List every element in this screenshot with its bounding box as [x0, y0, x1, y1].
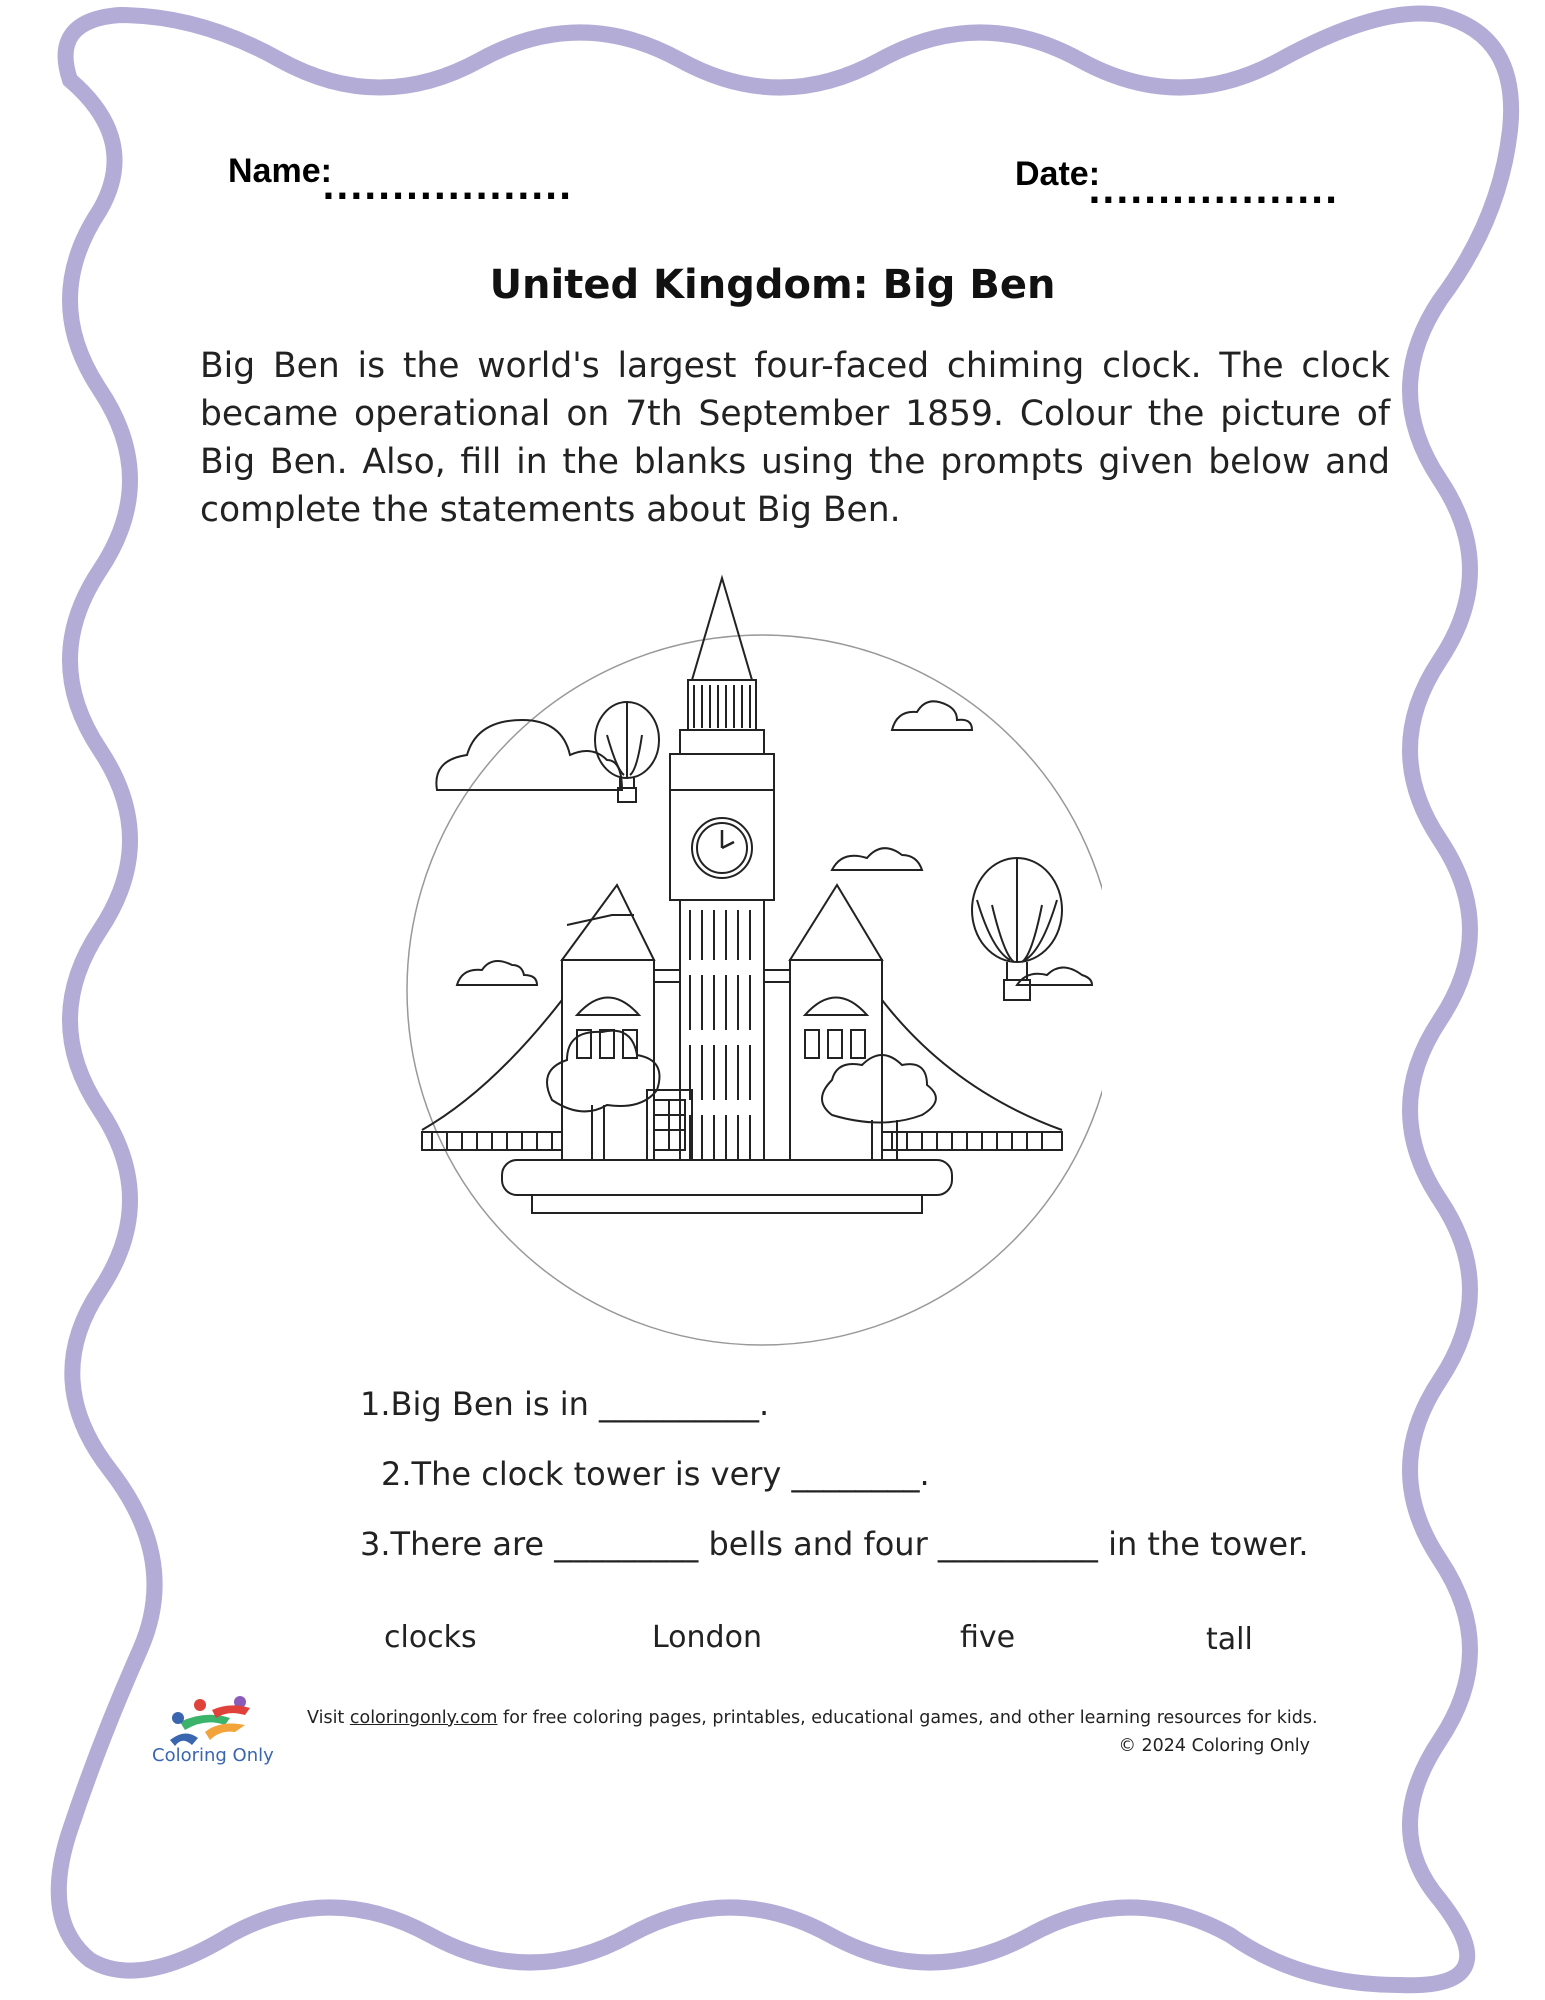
word-bank-clocks: clocks — [384, 1620, 477, 1655]
question-2: 2.The clock tower is very ________. — [381, 1455, 930, 1493]
cloud-icon-left — [436, 720, 622, 790]
cloud-icon-mid-left — [457, 961, 537, 985]
word-bank-five: five — [960, 1620, 1016, 1655]
page-title: United Kingdom: Big Ben — [489, 262, 1056, 308]
phone-box-icon — [647, 1090, 692, 1160]
coloringonly-link[interactable]: coloringonly.com — [349, 1708, 498, 1728]
footer-visit-prefix: Visit — [307, 1708, 350, 1728]
question-1: 1.Big Ben is in __________. — [360, 1385, 770, 1423]
word-bank-london: London — [652, 1620, 762, 1655]
base-platform — [502, 1160, 952, 1213]
big-ben-illustration — [392, 560, 1102, 1360]
date-label: Date: — [1015, 155, 1101, 193]
question-3: 3.There are _________ bells and four __________ in the tower. — [360, 1525, 1309, 1563]
clock-tower — [670, 578, 774, 1160]
name-blank[interactable]: .................. — [322, 168, 573, 208]
hot-air-balloon-icon-left — [595, 702, 659, 802]
left-building — [562, 885, 680, 1160]
footer-visit-text — [307, 1708, 1318, 1728]
logo-text: Coloring Only — [152, 1745, 274, 1766]
date-blank[interactable]: .................. — [1088, 172, 1339, 212]
right-building — [764, 885, 882, 1160]
cloud-icon-top-right — [892, 701, 972, 730]
footer-visit-suffix: for free coloring pages, printables, educational games, and other learning resources for kids. — [497, 1708, 1318, 1728]
hot-air-balloon-icon-right — [972, 858, 1062, 1000]
bridge — [422, 1000, 1062, 1150]
cloud-icon-mid-right — [832, 848, 922, 870]
word-bank-tall: tall — [1206, 1622, 1253, 1657]
background-circle — [407, 635, 1102, 1345]
tree-icon-right — [822, 1055, 936, 1160]
tree-icon-left — [547, 1031, 660, 1160]
name-label: Name: — [228, 152, 332, 190]
cloud-icon-right-lower — [1017, 968, 1092, 986]
copyright-text: © 2024 Coloring Only — [1118, 1736, 1310, 1756]
intro-paragraph: Big Ben is the world's largest four-faced chiming clock. The clock became operational on 7th September 1859. Colour the picture of Big Ben. Also, fill in the blanks using the prompts given below and complete the statements about Big Ben. — [200, 346, 1390, 530]
